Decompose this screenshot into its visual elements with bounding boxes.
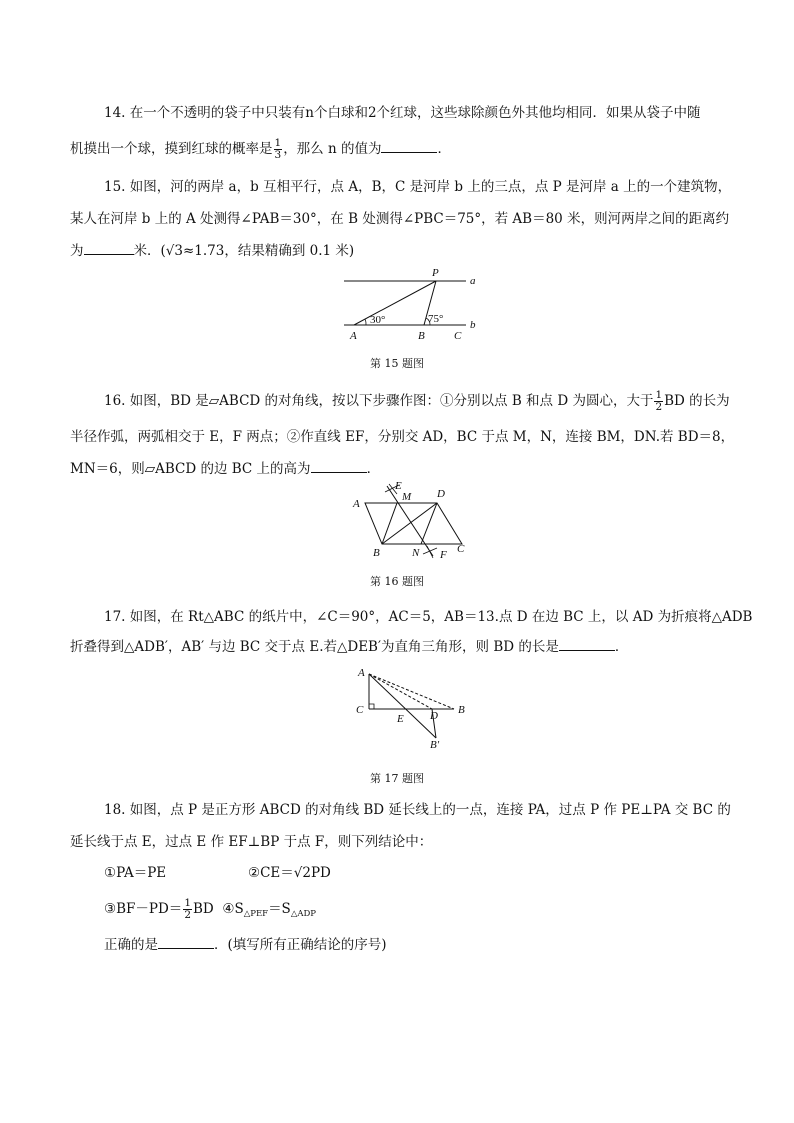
q16-figure xyxy=(345,478,475,562)
q16-end: ． xyxy=(366,461,381,477)
q18-frac-num: 1 xyxy=(184,897,191,909)
q17-label-d: D xyxy=(430,710,438,722)
q15-line-1: 15. 如图，河的两岸 a，b 互相平行，点 A，B，C 是河岸 b 上的三点，点 P 是河岸 a 上的一个建筑物， xyxy=(104,179,732,195)
q16-label-n: N xyxy=(412,547,420,559)
q14-text-b: ，那么 n 的值为 xyxy=(283,141,382,157)
q16-line-2: 半径作弧，两弧相交于 E，F 两点；②作直线 EF，分别交 AD，BC 于点 M，N，连接 BM，DN.若 BD＝8， xyxy=(70,429,735,445)
q17-answer-blank[interactable] xyxy=(559,636,615,651)
q15-label-a: a xyxy=(470,275,476,287)
q17-caption: 第 17 题图 xyxy=(370,772,424,785)
q16-frac-num: 1 xyxy=(655,389,663,401)
q16-label-b: B xyxy=(373,547,380,559)
q15-line-pa xyxy=(354,281,436,325)
q15-label-pt-c: C xyxy=(454,330,462,342)
q16-label-e: E xyxy=(395,480,402,492)
q15-label-p: P xyxy=(432,267,439,279)
q15-text-a: 为 xyxy=(70,243,84,259)
q18-option-3a: ③BF－PD＝ xyxy=(104,901,183,917)
q14-frac-den: 3 xyxy=(274,149,282,161)
q16-line-1 xyxy=(104,384,730,418)
q18-text-a: 正确的是 xyxy=(104,937,158,953)
q18-line-options-3-4 xyxy=(104,892,316,931)
q14-answer-blank[interactable] xyxy=(381,138,437,153)
q18-line-2: 延长线于点 E，过点 E 作 EF⊥BP 于点 F，则下列结论中： xyxy=(70,834,433,850)
q15-angle-30: 30° xyxy=(370,314,386,326)
q16-label-m: M xyxy=(402,491,412,503)
q16-caption: 第 16 题图 xyxy=(370,575,424,588)
q17-side-ab-dashed xyxy=(369,674,454,709)
q14-text-a: 机摸出一个球，摸到红球的概率是 xyxy=(70,141,273,157)
q16-answer-blank[interactable] xyxy=(311,458,367,473)
q15-angle-arc-a xyxy=(365,319,366,325)
q17-line-2 xyxy=(70,630,628,664)
q17-text-a: 折叠得到△ADB′，AB′ 与边 BC 交于点 E.若△DEB′为直角三角形，则 BD 的长是 xyxy=(70,639,559,655)
q18-option-2: ②CE＝√2PD xyxy=(248,865,331,881)
q17-right-angle-mark xyxy=(369,704,374,709)
q16-text-b: BD 的长为 xyxy=(664,393,730,409)
q15-line-2: 某人在河岸 b 上的 A 处测得∠PAB＝30°，在 B 处测得∠PBC＝75°，若 AB＝80 米，则河两岸之间的距离约 xyxy=(70,211,730,227)
q18-option-3b: BD xyxy=(193,901,214,917)
q16-line-3 xyxy=(70,452,380,486)
q16-parallelogram xyxy=(365,503,462,544)
q18-option-4b: ＝S xyxy=(268,901,291,917)
q18-option-4-sub2: △ADP xyxy=(290,909,317,919)
q17-label-b: B xyxy=(458,704,465,716)
q15-text-b: 米．(√3≈1.73，结果精确到 0.1 米) xyxy=(133,243,355,259)
q17-label-c: C xyxy=(356,704,364,716)
q14-line-2 xyxy=(70,132,451,166)
q17-line-1: 17. 如图，在 Rt△ABC 的纸片中，∠C＝90°，AC＝5，AB＝13.点 D 在边 BC 上，以 AD 为折痕将△ADB xyxy=(104,609,753,625)
q16-label-a: A xyxy=(353,498,360,510)
q18-line-1: 18. 如图，点 P 是正方形 ABCD 的对角线 BD 延长线上的一点，连接 PA，过点 P 作 PE⊥PA 交 BC 的 xyxy=(104,802,731,818)
q15-answer-blank[interactable] xyxy=(84,240,134,255)
q14-frac-num: 1 xyxy=(274,137,282,149)
q17-label-a: A xyxy=(358,667,365,679)
q15-line-3 xyxy=(70,234,354,268)
q18-option-4-sub1: △PEF xyxy=(243,909,269,919)
q16-frac-den: 2 xyxy=(655,401,663,413)
q16-label-c: C xyxy=(457,543,465,555)
q17-end: ． xyxy=(614,639,629,655)
q14-fraction xyxy=(274,138,283,161)
q15-label-pt-b: B xyxy=(418,330,425,342)
q18-fraction xyxy=(183,898,192,921)
q15-label-b: b xyxy=(470,319,476,331)
q17-label-e: E xyxy=(397,713,404,725)
q16-arc-f1 xyxy=(423,548,437,554)
q18-text-b: ．(填写所有正确结论的序号) xyxy=(214,937,387,953)
q15-angle-75: 75° xyxy=(428,313,444,325)
q18-answer-blank[interactable] xyxy=(158,934,214,949)
q18-line-4 xyxy=(104,928,387,962)
q18-option-4a: ④S xyxy=(222,901,244,917)
q14-line-1: 14. 在一个不透明的袋子中只装有n个白球和2个红球，这些球除颜色外其他均相同．如果从袋子中随 xyxy=(104,105,701,121)
q14-end: ． xyxy=(437,141,451,157)
q17-figure xyxy=(350,662,480,754)
q16-text-a2: MN＝6，则▱ABCD 的边 BC 上的高为 xyxy=(70,461,311,477)
q18-option-1: ①PA＝PE xyxy=(104,865,167,881)
q15-caption: 第 15 题图 xyxy=(370,357,424,370)
q16-fraction xyxy=(654,390,663,413)
q17-label-b-prime: B′ xyxy=(430,739,440,751)
q18-frac-den: 2 xyxy=(184,909,191,921)
q16-text-a: 16. 如图，BD 是▱ABCD 的对角线，按以下步骤作图：①分别以点 B 和点 D 为圆心，大于 xyxy=(104,393,654,409)
q16-label-d: D xyxy=(437,488,445,500)
q15-label-pt-a: A xyxy=(350,330,357,342)
q16-label-f: F xyxy=(440,549,447,561)
q15-figure xyxy=(330,265,490,345)
